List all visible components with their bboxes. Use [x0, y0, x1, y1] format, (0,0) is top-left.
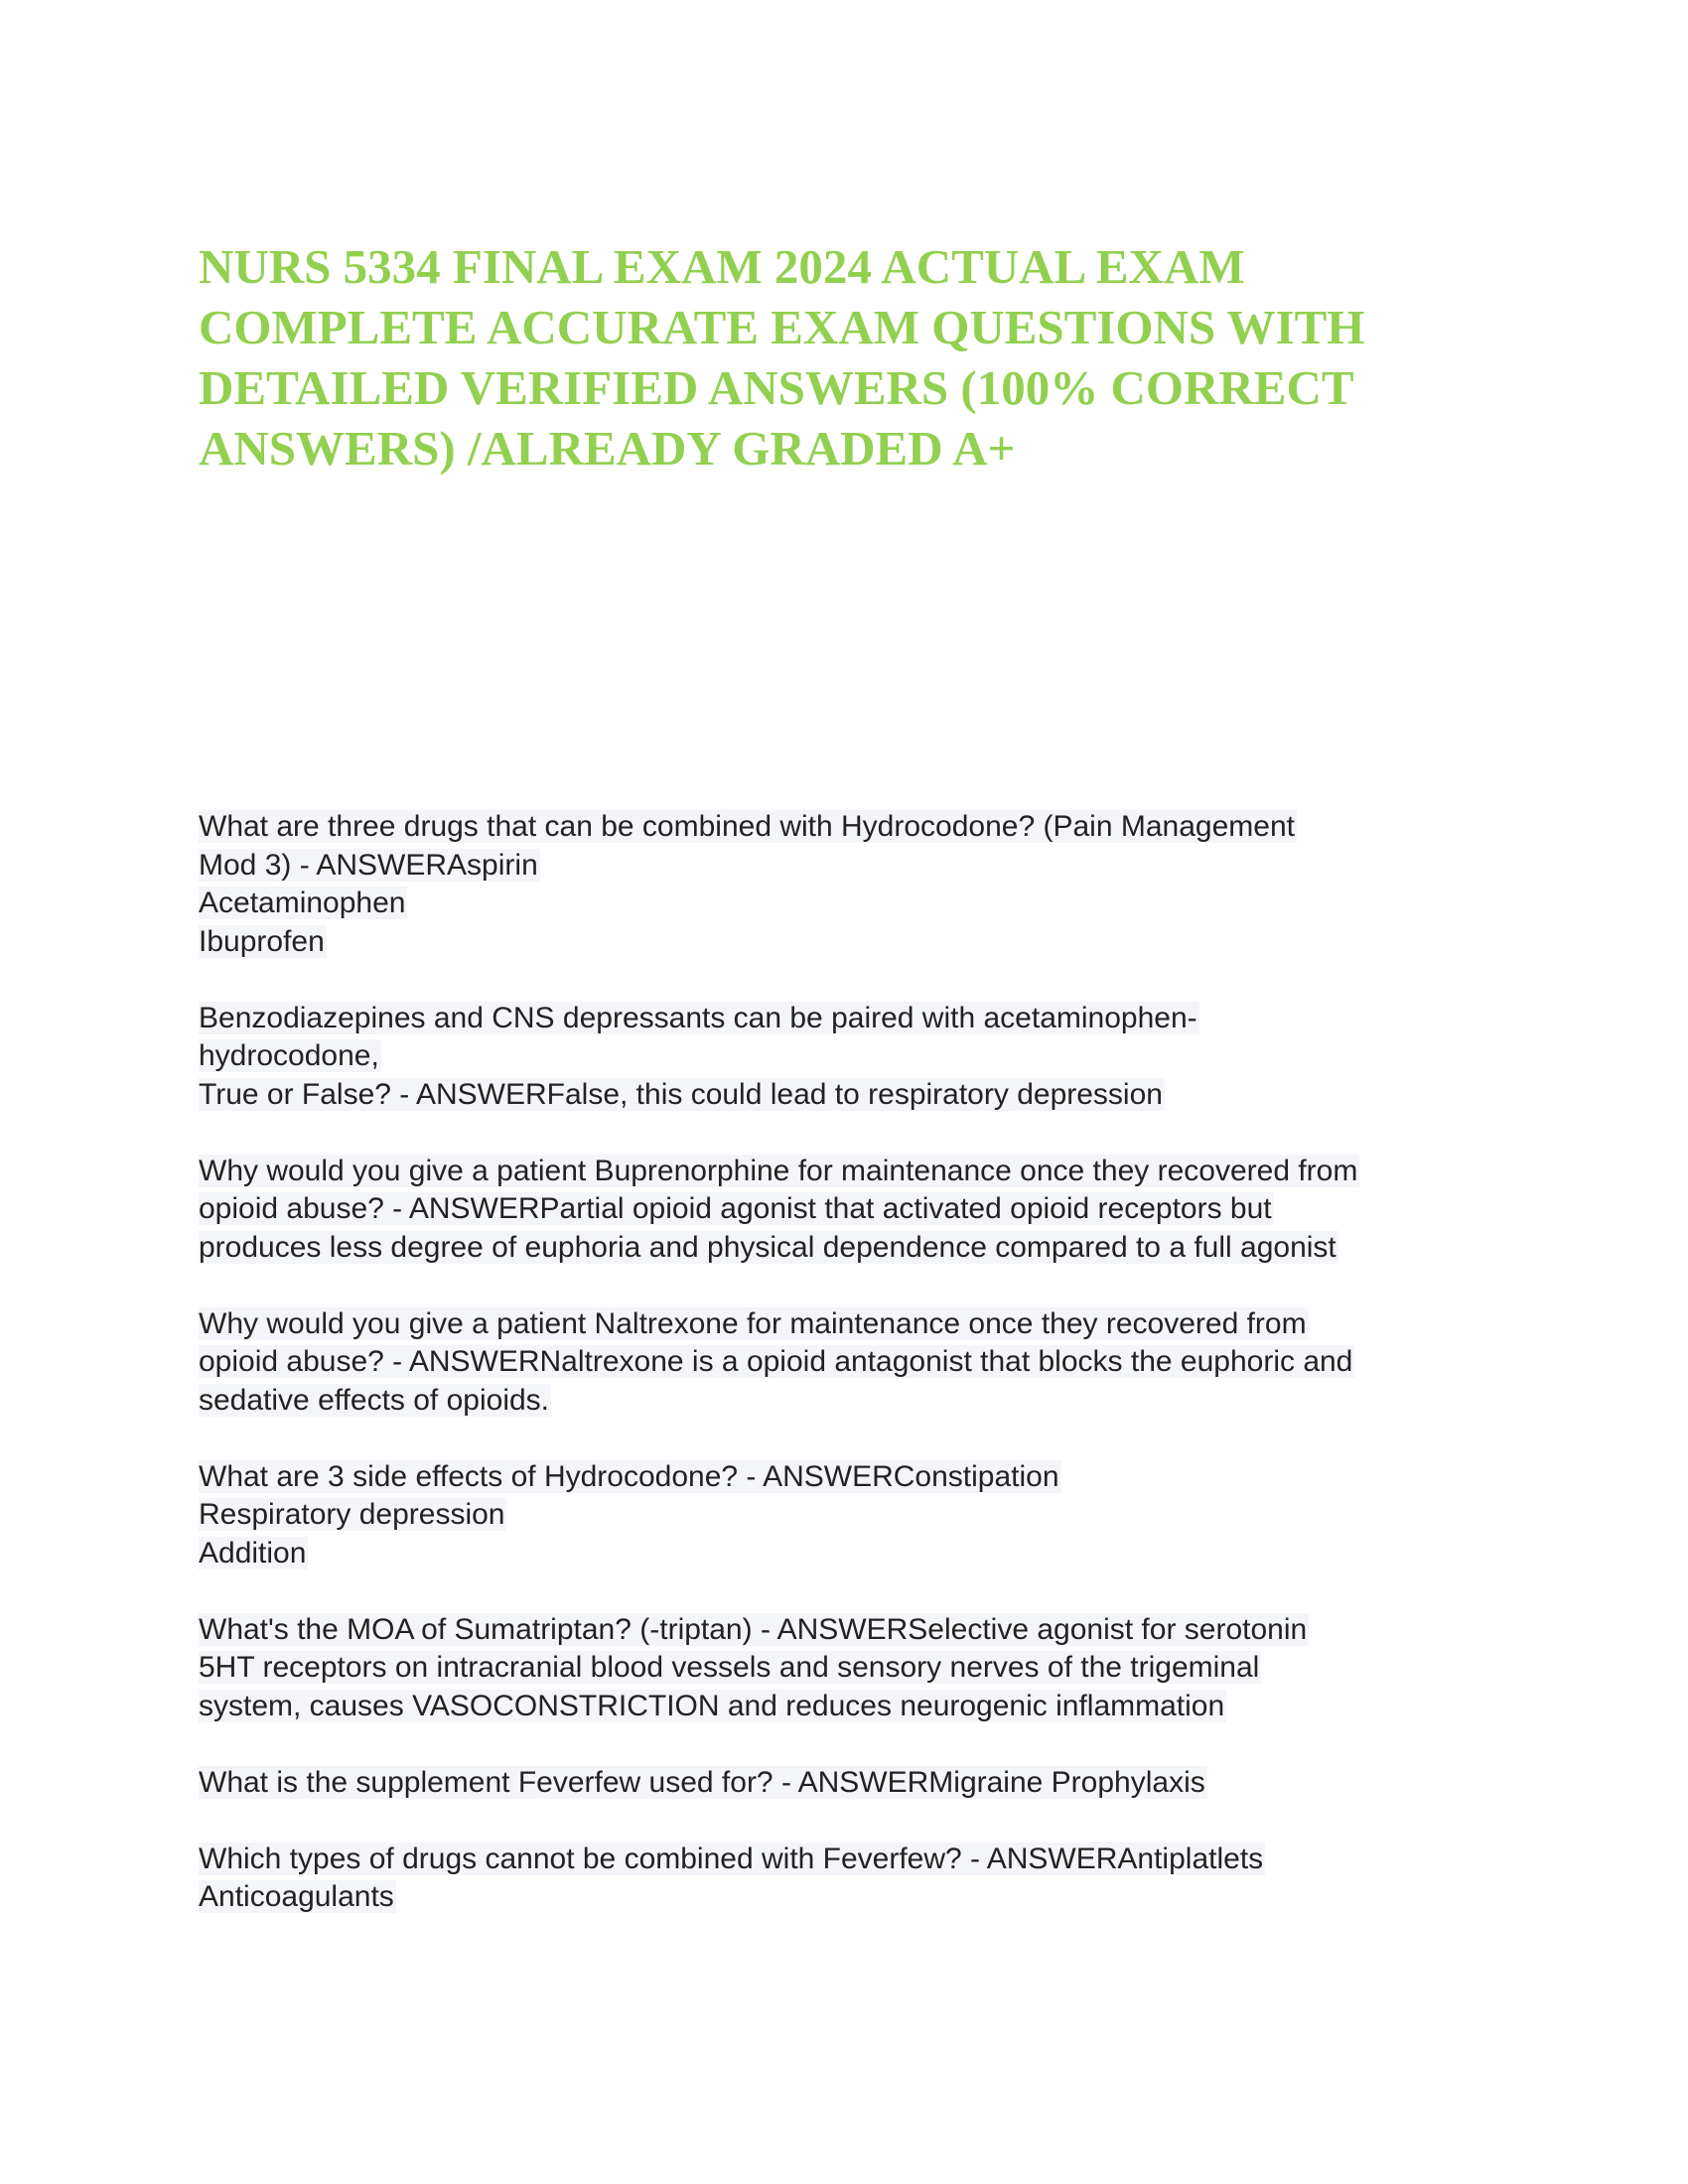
- qa-line: [199, 1229, 1489, 1268]
- qa-text: Respiratory depression: [199, 1498, 505, 1531]
- qa-line: [199, 1496, 1489, 1535]
- qa-text: produces less degree of euphoria and physical dependence compared to a full agonist: [199, 1230, 1336, 1264]
- qa-text: Mod 3) - ANSWERAspirin: [199, 848, 538, 882]
- qa-text: hydrocodone,: [199, 1039, 379, 1072]
- qa-line: [199, 847, 1489, 886]
- qa-text: Addition: [199, 1536, 307, 1570]
- qa-line: [199, 1000, 1489, 1038]
- qa-text: What's the MOA of Sumatriptan? (-triptan) - ANSWERSelective agonist for serotonin: [199, 1612, 1308, 1646]
- qa-line: [199, 1841, 1489, 1879]
- qa-line: [199, 1037, 1489, 1076]
- qa-line: [199, 1153, 1489, 1191]
- qa-text: 5HT receptors on intracranial blood vessels and sensory nerves of the trigeminal: [199, 1651, 1260, 1684]
- qa-line: [199, 1688, 1489, 1726]
- qa-item: [199, 1153, 1489, 1268]
- qa-list: [199, 808, 1489, 1955]
- qa-line: [199, 1343, 1489, 1382]
- qa-line: [199, 1764, 1489, 1803]
- qa-line: [199, 1076, 1489, 1115]
- title-line: COMPLETE ACCURATE EXAM QUESTIONS WITH: [199, 300, 1365, 354]
- qa-line: [199, 1878, 1489, 1917]
- qa-text: What are three drugs that can be combined with Hydrocodone? (Pain Management: [199, 810, 1295, 843]
- qa-line: [199, 1611, 1489, 1650]
- qa-line: [199, 808, 1489, 847]
- qa-text: sedative effects of opioids.: [199, 1383, 549, 1417]
- qa-text: opioid abuse? - ANSWERPartial opioid agonist that activated opioid receptors but: [199, 1192, 1272, 1225]
- qa-line: [199, 923, 1489, 962]
- qa-text: Why would you give a patient Naltrexone for maintenance once they recovered from: [199, 1306, 1307, 1340]
- title-line: NURS 5334 FINAL EXAM 2024 ACTUAL EXAM: [199, 239, 1245, 294]
- qa-text: system, causes VASOCONSTRICTION and reduces neurogenic inflammation: [199, 1689, 1225, 1722]
- qa-text: Ibuprofen: [199, 924, 325, 958]
- qa-text: Acetaminophen: [199, 887, 406, 919]
- qa-text: Benzodiazepines and CNS depressants can be paired with acetaminophen-: [199, 1001, 1197, 1034]
- qa-line: [199, 1305, 1489, 1344]
- qa-item: [199, 1458, 1489, 1573]
- title-line: DETAILED VERIFIED ANSWERS (100% CORRECT: [199, 360, 1354, 415]
- qa-text: Which types of drugs cannot be combined with Feverfew? - ANSWERAntiplatlets: [199, 1842, 1264, 1875]
- qa-text: Anticoagulants: [199, 1880, 394, 1913]
- qa-line: [199, 1382, 1489, 1421]
- qa-item: [199, 1841, 1489, 1917]
- qa-item: [199, 1305, 1489, 1421]
- qa-line: [199, 885, 1489, 923]
- qa-item: [199, 1611, 1489, 1726]
- qa-line: [199, 1649, 1489, 1688]
- qa-line: [199, 1458, 1489, 1497]
- qa-text: True or False? - ANSWERFalse, this could lead to respiratory depression: [199, 1077, 1163, 1111]
- qa-line: [199, 1535, 1489, 1573]
- qa-item: [199, 808, 1489, 961]
- qa-text: What are 3 side effects of Hydrocodone? - ANSWERConstipation: [199, 1459, 1059, 1493]
- qa-text: Why would you give a patient Buprenorphine for maintenance once they recovered from: [199, 1154, 1358, 1187]
- document-title: [199, 236, 1489, 478]
- qa-text: opioid abuse? - ANSWERNaltrexone is a opioid antagonist that blocks the euphoric and: [199, 1345, 1353, 1378]
- qa-line: [199, 1190, 1489, 1229]
- qa-item: [199, 1000, 1489, 1115]
- title-line: ANSWERS) /ALREADY GRADED A+: [199, 421, 1016, 476]
- qa-text: What is the supplement Feverfew used for? - ANSWERMigraine Prophylaxis: [199, 1765, 1205, 1799]
- qa-item: [199, 1764, 1489, 1803]
